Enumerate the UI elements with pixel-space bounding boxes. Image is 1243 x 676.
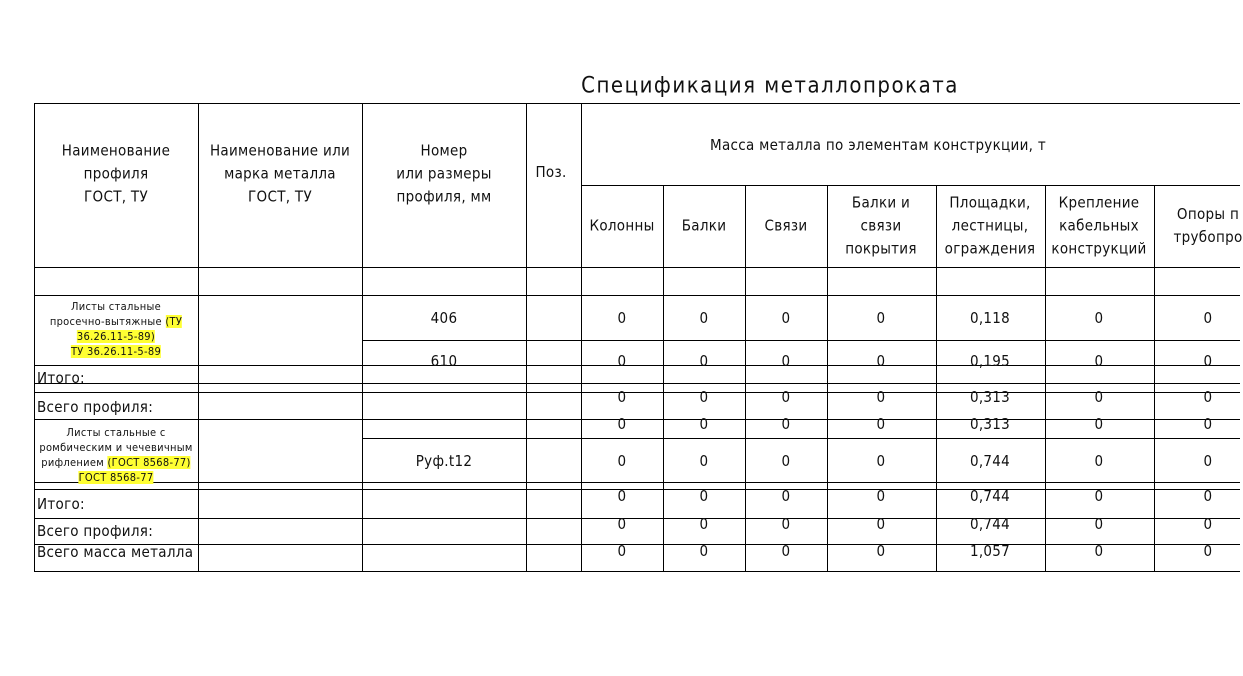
mass-value-cell: 0: [1094, 352, 1104, 370]
grid-line-horizontal: [34, 392, 1240, 393]
mass-value-cell: 0: [1094, 542, 1104, 560]
grand-total-label: Всего масса металла: [37, 543, 194, 561]
header-line: Номер: [420, 141, 468, 160]
grid-line-vertical: [526, 103, 527, 571]
mass-value-cell: 0: [617, 542, 627, 560]
header-line: профиля: [83, 164, 149, 183]
grid-line-horizontal: [362, 340, 1240, 341]
grid-line-horizontal: [362, 438, 1240, 439]
column-header: [1051, 192, 1146, 261]
mass-value-cell: 0: [1203, 515, 1213, 533]
header-line: Балки: [681, 216, 727, 235]
total-label: Итого:: [37, 369, 85, 387]
mass-value-cell: 1,057: [969, 542, 1011, 560]
header-line: Колонны: [589, 216, 655, 235]
header-line: Крепление: [1058, 193, 1140, 212]
mass-value-cell: 0: [1203, 388, 1213, 406]
profile-size-cell: 406: [430, 309, 458, 327]
mass-value-cell: 0,744: [969, 452, 1011, 470]
header-metal-name: [210, 140, 350, 209]
mass-value-cell: 0: [617, 309, 627, 327]
header-line: связи: [860, 216, 902, 235]
column-header: [765, 215, 808, 238]
mass-value-cell: 0: [1203, 542, 1213, 560]
highlighted-text: ГОСТ 8568-77: [78, 471, 154, 484]
name-line: рифлением: [41, 456, 108, 469]
grid-line-vertical: [34, 103, 35, 571]
column-header: [1173, 203, 1242, 249]
header-line: кабельных: [1059, 216, 1139, 235]
grid-line-horizontal: [34, 489, 1240, 490]
column-header: [945, 192, 1036, 261]
grid-line-horizontal: [34, 544, 1240, 545]
mass-value-cell: 0: [781, 542, 791, 560]
mass-value-cell: 0: [1203, 415, 1213, 433]
column-header: [682, 215, 727, 238]
grid-line-vertical: [362, 103, 363, 571]
grid-line-horizontal: [34, 295, 1240, 296]
mass-value-cell: 0: [781, 515, 791, 533]
header-line: конструкций: [1051, 239, 1147, 258]
mass-value-cell: 0: [876, 415, 886, 433]
column-header: [845, 192, 917, 261]
profile-total-label: Всего профиля:: [37, 398, 154, 416]
mass-value-cell: 0: [1094, 487, 1104, 505]
header-line: покрытия: [845, 239, 917, 258]
mass-value-cell: 0: [699, 388, 709, 406]
group-1-name: [50, 299, 182, 359]
header-line: Наименование: [61, 141, 171, 160]
header-line: ограждения: [944, 239, 1036, 258]
mass-value-cell: 0,744: [969, 515, 1011, 533]
mass-value-cell: 0: [876, 487, 886, 505]
highlighted-text: (ТУ: [165, 315, 183, 328]
name-line: ромбическим и чечевичным: [39, 441, 193, 454]
header-line: Балки и: [851, 193, 911, 212]
mass-value-cell: 0: [876, 352, 886, 370]
profile-total-label: Всего профиля:: [37, 522, 154, 540]
mass-value-cell: 0: [617, 352, 627, 370]
mass-value-cell: 0: [1203, 487, 1213, 505]
column-header: [589, 215, 654, 238]
mass-value-cell: 0: [781, 388, 791, 406]
mass-value-cell: 0: [876, 452, 886, 470]
grid-line-horizontal: [34, 383, 1240, 384]
grid-line-vertical: [1154, 185, 1155, 571]
mass-value-cell: 0: [876, 309, 886, 327]
name-line: Листы стальные с: [66, 426, 166, 439]
grid-line-vertical: [663, 185, 664, 571]
header-pos: Поз.: [535, 163, 567, 181]
grid-line-horizontal: [34, 482, 1240, 483]
header-line: лестницы,: [951, 216, 1029, 235]
header-line: трубопро: [1173, 228, 1243, 246]
mass-value-cell: 0: [781, 352, 791, 370]
mass-value-cell: 0: [699, 352, 709, 370]
header-line: марка металла: [224, 164, 336, 183]
mass-value-cell: 0: [617, 388, 627, 406]
grid-line-horizontal: [34, 419, 1240, 420]
grid-line-vertical: [827, 185, 828, 571]
mass-value-cell: 0: [876, 542, 886, 560]
mass-value-cell: 0: [781, 415, 791, 433]
header-line: Опоры п: [1176, 205, 1240, 223]
mass-value-cell: 0: [781, 452, 791, 470]
grid-line-vertical: [198, 103, 199, 571]
header-line: или размеры: [396, 164, 492, 183]
mass-value-cell: 0: [1203, 452, 1213, 470]
grid-line-horizontal: [34, 365, 1240, 366]
highlighted-text: (ГОСТ 8568-77): [107, 456, 191, 469]
grid-line-horizontal: [34, 518, 1240, 519]
mass-value-cell: 0: [699, 415, 709, 433]
mass-value-cell: 0,118: [969, 309, 1011, 327]
grid-line-horizontal: [34, 571, 1240, 572]
mass-value-cell: 0,195: [969, 352, 1011, 370]
mass-value-cell: 0,313: [969, 415, 1011, 433]
mass-value-cell: 0: [699, 542, 709, 560]
mass-value-cell: 0,744: [969, 487, 1011, 505]
header-line: Связи: [764, 216, 808, 235]
highlighted-text: ТУ 36.26.11-5-89: [70, 345, 162, 358]
mass-value-cell: 0: [876, 388, 886, 406]
mass-value-cell: 0: [781, 309, 791, 327]
mass-value-cell: 0: [1203, 309, 1213, 327]
mass-value-cell: 0: [1094, 415, 1104, 433]
header-line: Наименование или: [209, 141, 351, 160]
mass-value-cell: 0: [699, 515, 709, 533]
mass-value-cell: 0: [781, 487, 791, 505]
mass-value-cell: 0: [1094, 515, 1104, 533]
total-label: Итого:: [37, 495, 85, 513]
mass-value-cell: 0: [699, 452, 709, 470]
mass-value-cell: 0: [617, 452, 627, 470]
profile-size-cell: 610: [430, 352, 458, 370]
mass-value-cell: 0: [617, 515, 627, 533]
header-mass-group: Масса металла по элементам конструкции, т: [709, 136, 1047, 154]
grid-line-vertical: [745, 185, 746, 571]
grid-line-horizontal: [34, 103, 1240, 104]
mass-value-cell: 0: [699, 309, 709, 327]
grid-line-horizontal: [34, 267, 1240, 268]
highlighted-text: 36.26.11-5-89): [76, 330, 156, 343]
profile-size-cell: Руф.t12: [415, 452, 473, 470]
mass-value-cell: 0: [876, 515, 886, 533]
mass-value-cell: 0: [1094, 452, 1104, 470]
mass-value-cell: 0: [1203, 352, 1213, 370]
header-profile-name: [62, 140, 170, 209]
group-2-name: [39, 425, 192, 485]
header-line: Площадки,: [949, 193, 1031, 212]
table-title: Спецификация металлопроката: [581, 73, 959, 99]
mass-value-cell: 0: [1094, 309, 1104, 327]
header-line: профиля, мм: [396, 187, 492, 206]
header-line: ГОСТ, ТУ: [84, 187, 148, 206]
grid-line-vertical: [936, 185, 937, 571]
mass-value-cell: 0,313: [969, 388, 1011, 406]
header-profile-size: [396, 140, 491, 209]
grid-line-vertical: [1045, 185, 1046, 571]
mass-value-cell: 0: [699, 487, 709, 505]
mass-value-cell: 0: [617, 415, 627, 433]
grid-line-horizontal: [581, 185, 1240, 186]
grid-line-vertical: [581, 103, 582, 571]
header-line: ГОСТ, ТУ: [248, 187, 312, 206]
mass-value-cell: 0: [617, 487, 627, 505]
name-line: просечно-вытяжные: [49, 315, 166, 328]
name-line: Листы стальные: [70, 300, 162, 313]
mass-value-cell: 0: [1094, 388, 1104, 406]
